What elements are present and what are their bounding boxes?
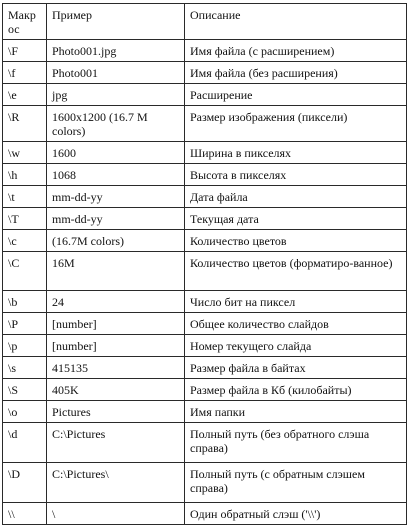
table-row — [3, 401, 407, 423]
macro-cell: \P — [3, 313, 47, 335]
description-cell: Имя папки — [185, 401, 407, 423]
header-example: Пример — [47, 4, 185, 40]
description-cell: Размер файла в Кб (килобайты) — [185, 379, 407, 401]
description-cell: Размер изображения (пиксели) — [185, 106, 407, 142]
table-row — [3, 106, 407, 142]
example-cell: 16M — [47, 252, 185, 291]
description-cell: Номер текущего слайда — [185, 335, 407, 357]
macro-cell: \w — [3, 142, 47, 164]
example-cell: mm-dd-yy — [47, 186, 185, 208]
table-row — [3, 379, 407, 401]
table-row — [3, 164, 407, 186]
table-row — [3, 291, 407, 313]
macro-cell: \t — [3, 186, 47, 208]
table-row — [3, 313, 407, 335]
example-cell: [number] — [47, 313, 185, 335]
table-row — [3, 142, 407, 164]
example-cell: 1600 — [47, 142, 185, 164]
table-header-row — [3, 4, 407, 40]
description-cell: Общее количество слайдов — [185, 313, 407, 335]
description-cell: Высота в пикселях — [185, 164, 407, 186]
macro-cell: \C — [3, 252, 47, 291]
example-cell: jpg — [47, 84, 185, 106]
table-row — [3, 84, 407, 106]
macro-cell: \c — [3, 230, 47, 252]
table-row — [3, 62, 407, 84]
description-cell: Полный путь (с обратным слэшем справа) — [185, 463, 407, 503]
example-cell: Photo001.jpg — [47, 40, 185, 62]
table-row — [3, 186, 407, 208]
header-macro: Макрос — [3, 4, 47, 40]
description-cell: Число бит на пиксел — [185, 291, 407, 313]
description-cell: Дата файла — [185, 186, 407, 208]
macro-cell: \b — [3, 291, 47, 313]
example-cell: [number] — [47, 335, 185, 357]
macro-cell: \f — [3, 62, 47, 84]
description-cell: Имя файла (без расширения) — [185, 62, 407, 84]
description-cell: Текущая дата — [185, 208, 407, 230]
table-row — [3, 423, 407, 463]
table-row — [3, 503, 407, 525]
table-row — [3, 40, 407, 62]
description-cell: Размер файла в байтах — [185, 357, 407, 379]
macro-cell: \D — [3, 463, 47, 503]
macro-cell: \d — [3, 423, 47, 463]
macro-cell: \o — [3, 401, 47, 423]
description-cell: Ширина в пикселях — [185, 142, 407, 164]
example-cell: C:\Pictures — [47, 423, 185, 463]
macro-cell: \F — [3, 40, 47, 62]
macro-cell: \S — [3, 379, 47, 401]
macro-cell: \T — [3, 208, 47, 230]
description-cell: Один обратный слэш ('\\') — [185, 503, 407, 525]
description-cell: Количество цветов (форматиро-ванное) — [185, 252, 407, 291]
description-cell: Имя файла (с расширением) — [185, 40, 407, 62]
example-cell: C:\Pictures\ — [47, 463, 185, 503]
macro-cell: \s — [3, 357, 47, 379]
table-row — [3, 230, 407, 252]
example-cell: 1600x1200 (16.7 M colors) — [47, 106, 185, 142]
macro-cell: \e — [3, 84, 47, 106]
table-row — [3, 252, 407, 291]
example-cell: 405K — [47, 379, 185, 401]
description-cell: Расширение — [185, 84, 407, 106]
macro-cell: \p — [3, 335, 47, 357]
example-cell: Pictures — [47, 401, 185, 423]
table-row — [3, 335, 407, 357]
example-cell: Photo001 — [47, 62, 185, 84]
macro-cell: \\ — [3, 503, 47, 525]
description-cell: Полный путь (без обратного слэша справа) — [185, 423, 407, 463]
example-cell: 1068 — [47, 164, 185, 186]
description-cell: Количество цветов — [185, 230, 407, 252]
macro-cell: \R — [3, 106, 47, 142]
example-cell: \ — [47, 503, 185, 525]
example-cell: 415135 — [47, 357, 185, 379]
example-cell: (16.7M colors) — [47, 230, 185, 252]
example-cell: 24 — [47, 291, 185, 313]
table-row — [3, 357, 407, 379]
table-row — [3, 463, 407, 503]
macro-cell: \h — [3, 164, 47, 186]
table-row — [3, 208, 407, 230]
header-description: Описание — [185, 4, 407, 40]
example-cell: mm-dd-yy — [47, 208, 185, 230]
macro-table — [2, 3, 407, 525]
